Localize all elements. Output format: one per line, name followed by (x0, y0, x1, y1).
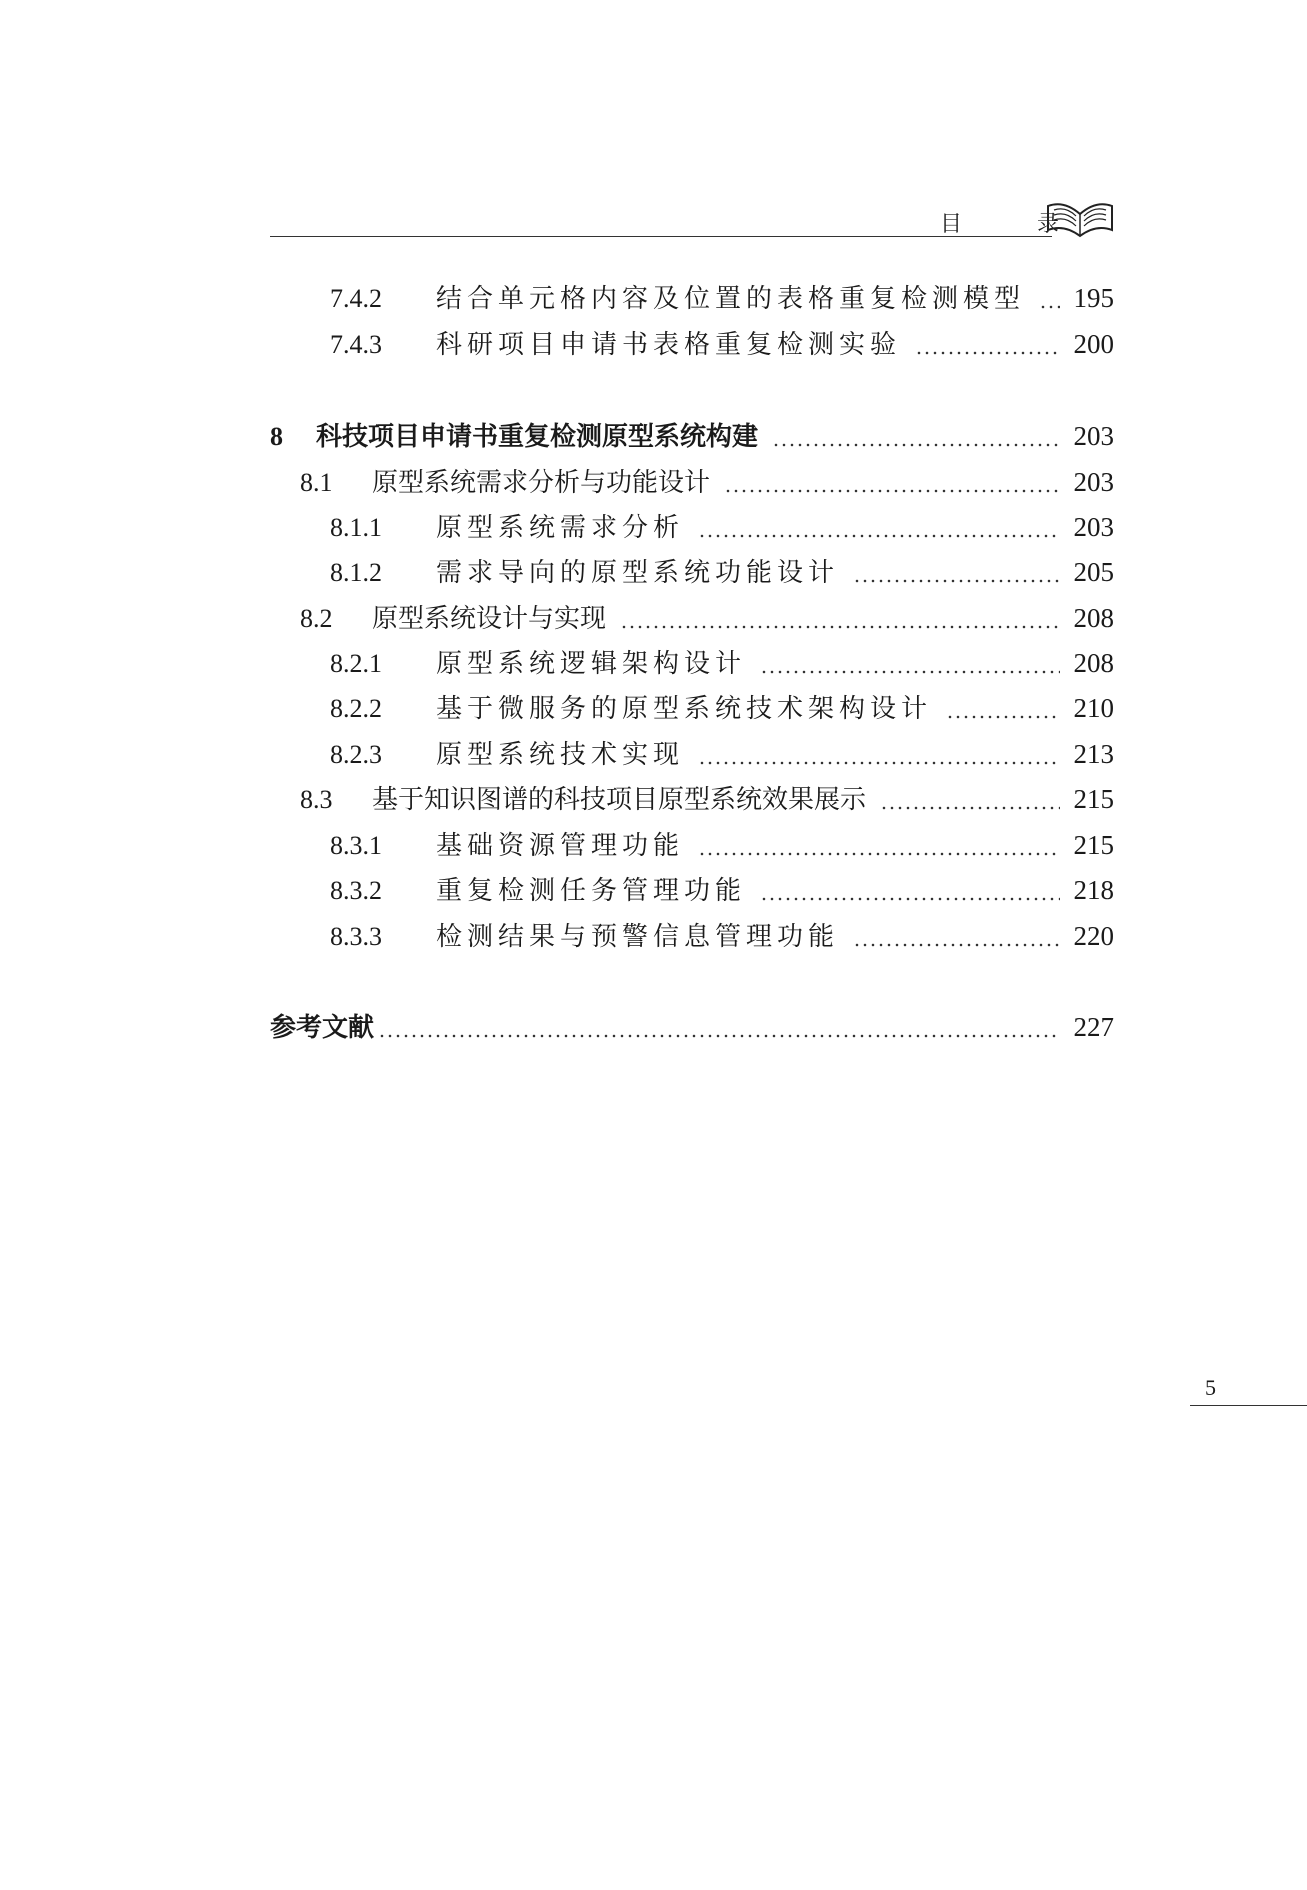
toc-entry[interactable] (330, 550, 1114, 594)
toc-section[interactable] (300, 777, 1114, 821)
toc-section-page: 203 (1073, 467, 1114, 497)
toc-entry-number: 8.2.2 (330, 694, 382, 723)
toc-section-title: 原型系统设计与实现 (372, 604, 607, 634)
toc-entry[interactable] (330, 322, 1114, 366)
toc-chapter-page: 203 (1073, 421, 1114, 451)
toc-entry-number: 8.1.1 (330, 513, 382, 542)
toc-chapter[interactable] (270, 414, 1114, 458)
dot-leader (946, 715, 1059, 719)
dot-leader (724, 489, 1059, 493)
toc-entry[interactable] (330, 868, 1114, 912)
references-page: 227 (1073, 1012, 1114, 1042)
toc-entry-page: 210 (1073, 693, 1114, 723)
page-number-rule (1190, 1405, 1307, 1406)
dot-leader (698, 534, 1059, 538)
dot-leader (620, 625, 1059, 629)
toc-entry-page: 200 (1073, 329, 1114, 359)
toc-entry-title: 需求导向的原型系统功能设计 (436, 558, 840, 588)
toc-entry-page: 220 (1073, 921, 1114, 951)
toc-entry-page: 208 (1073, 648, 1114, 678)
toc-section-page: 215 (1073, 784, 1114, 814)
toc-section[interactable] (300, 596, 1114, 640)
toc-entry-page: 218 (1073, 875, 1114, 905)
dot-leader (1039, 305, 1059, 309)
toc-entry-title: 原型系统逻辑架构设计 (436, 649, 747, 679)
running-header-title: 目 录 (940, 212, 1093, 237)
references-title: 参考文献 (270, 1013, 375, 1043)
toc-entry-number: 7.4.2 (330, 284, 382, 313)
dot-leader (880, 806, 1059, 810)
toc-entry-number: 8.3.2 (330, 876, 382, 905)
toc-entry[interactable] (330, 641, 1114, 685)
toc-entry-number: 8.2.3 (330, 740, 382, 769)
toc-entry-title: 基础资源管理功能 (436, 831, 685, 861)
dot-leader (772, 443, 1059, 447)
dot-leader (760, 670, 1059, 674)
toc-entry[interactable] (330, 276, 1114, 320)
toc-entry-page: 195 (1073, 283, 1114, 313)
toc-entry-title: 基于微服务的原型系统技术架构设计 (436, 694, 933, 724)
page-number: 5 (1205, 1375, 1216, 1400)
toc-entry-number: 8.2.1 (330, 649, 382, 678)
toc-entry[interactable] (330, 732, 1114, 776)
toc-entry-title: 结合单元格内容及位置的表格重复检测模型 (436, 284, 1026, 314)
toc-section-page: 208 (1073, 603, 1114, 633)
toc-chapter-title: 科技项目申请书重复检测原型系统构建 (316, 422, 759, 452)
toc-entry-title: 原型系统需求分析 (436, 513, 685, 543)
toc-entry-number: 8.3.1 (330, 831, 382, 860)
dot-leader (853, 579, 1059, 583)
toc-entry-number: 8.3.3 (330, 922, 382, 951)
toc-chapter-number: 8 (270, 422, 283, 451)
toc-entry-title: 原型系统技术实现 (436, 740, 685, 770)
toc-entry-title: 科研项目申请书表格重复检测实验 (436, 330, 902, 360)
toc-section-title: 基于知识图谱的科技项目原型系统效果展示 (372, 785, 867, 815)
toc-references[interactable] (270, 1005, 1114, 1049)
toc-entry-title: 重复检测任务管理功能 (436, 876, 747, 906)
dot-leader (853, 943, 1059, 947)
dot-leader (760, 897, 1059, 901)
toc-entry[interactable] (330, 686, 1114, 730)
toc-section-title: 原型系统需求分析与功能设计 (372, 468, 711, 498)
dot-leader (915, 351, 1059, 355)
toc-entry-number: 8.1.2 (330, 558, 382, 587)
toc-entry-page: 205 (1073, 557, 1114, 587)
toc-entry[interactable] (330, 823, 1114, 867)
toc-section-number: 8.1 (300, 468, 333, 497)
toc-entry-number: 7.4.3 (330, 330, 382, 359)
dot-leader (698, 852, 1059, 856)
toc-entry[interactable] (330, 914, 1114, 958)
toc-entry-page: 213 (1073, 739, 1114, 769)
toc-entry-page: 215 (1073, 830, 1114, 860)
dot-leader (698, 761, 1059, 765)
open-book-icon (1044, 198, 1116, 238)
toc-entry-page: 203 (1073, 512, 1114, 542)
toc-section-number: 8.2 (300, 604, 333, 633)
toc-entry-title: 检测结果与预警信息管理功能 (436, 922, 840, 952)
header-rule (270, 236, 1052, 237)
dot-leader (378, 1034, 1059, 1038)
toc-section-number: 8.3 (300, 785, 333, 814)
toc-section[interactable] (300, 460, 1114, 504)
toc-entry[interactable] (330, 505, 1114, 549)
